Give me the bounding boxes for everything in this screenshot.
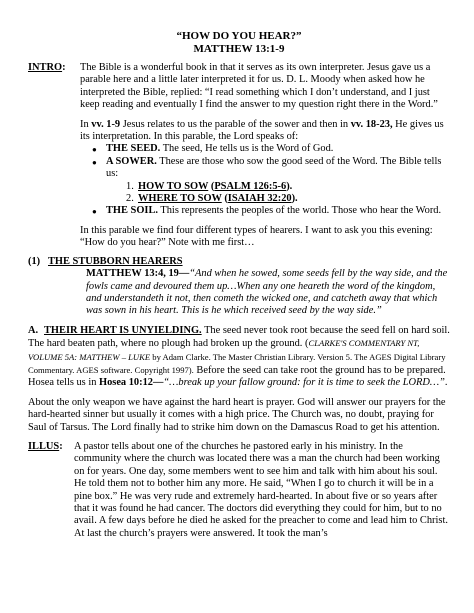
list-item-soil: ● THE SOIL. This represents the peoples of the world. Those who hear the Word. bbox=[106, 205, 450, 217]
point-a: A. THEIR HEART IS UNYIELDING. The seed never took root because the seed fell on hard soil. The hard beaten path, where no plough had broken up the ground. (CLARKE'S COMMENTARY NT, VOLUME 5A: MATTHEW – LUKE by Adam Clarke. The Master Christian Library. Version 5. The AGES Digital Library Commentary. AGES software. Copyright 1997). Before the seed can take root the ground has to be prepared. Hosea tells us in Hosea 10:12—“…break up your fallow ground: for it is time to seek the LORD…”. bbox=[28, 324, 450, 389]
illus-section bbox=[28, 441, 450, 540]
intro-section bbox=[28, 62, 450, 112]
list-item-seed: ● THE SEED. The seed, He tells us is the Word of God. bbox=[106, 143, 450, 155]
illus-label: ILLUS bbox=[28, 440, 60, 452]
citation: CLARKE'S COMMENTARY NT, VOLUME 5A: MATTHEW – LUKE bbox=[28, 338, 420, 362]
list-item-sower: ● A SOWER. These are those who sow the good seed of the Word. The Bible tells us: bbox=[106, 156, 450, 181]
verse-ref-2: vv. 18-23, bbox=[350, 118, 393, 130]
illus-text: A pastor tells about one of the churches he pastored early in his ministry. In the community where the church was located there was a man the church had been working on for years. One day, some members went to see him and talk with him about his soul. He told them not to bother him any more. He said, “When I go to church it will be in a pine box.” He was very rude and extremely hard-hearted. In about five or so years after that it was found he had cancer. The doctors did everything they could for him, but to no avail. A few days before he died he asked for the preacher to come and lead him to Christ. At last the church’s prayers were answered. It took the man’s bbox=[74, 440, 448, 539]
point-a-paragraph-2: About the only weapon we have against the hard heart is prayer. God will answer our prayers for the hard-hearted sinner but usually it comes with a high price. The Church was, no doubt, praying for Saul of Tarsus. The Lord finally had to strike him down on the Damascus Road to get his attention. bbox=[28, 396, 446, 433]
point-a-heading: THEIR HEART IS UNYIELDING. bbox=[44, 324, 202, 336]
sermon-scripture: MATTHEW 13:1-9 bbox=[193, 43, 285, 55]
intro-paragraph-3: In this parable we find four different types of hearers. I want to ask you this evening: “How do you hear?” Note with me first… bbox=[80, 224, 433, 249]
sermon-title: “HOW DO YOU HEAR?” bbox=[176, 30, 302, 42]
parable-elements-list-cont bbox=[28, 205, 450, 217]
parable-elements-list bbox=[28, 143, 450, 180]
verse-ref-1: vv. 1-9 bbox=[91, 118, 121, 130]
list-item-where-to-sow: 2. WHERE TO SOW (ISAIAH 32:20). bbox=[126, 193, 298, 205]
intro-text: The Bible is a wonderful book in that it serves as its own interpreter. Jesus gave us a parable here and a little later interpreted it for us. D. L. Moody when asked how he interpreted the Bible, replied: “I read something which I don’t understand, and I just keep reading and eventually I find the answer to my question right there in the Word.” bbox=[80, 62, 438, 111]
intro-label-wrap bbox=[28, 62, 80, 112]
intro-paragraph-2: In vv. 1-9 Jesus relates to us the parable of the sower and then in vv. 18-23, He gives us its interpretation. In this parable, the Lord speaks of: bbox=[80, 118, 444, 143]
intro-label: INTRO bbox=[28, 62, 63, 73]
section-1-heading: (1) THE STUBBORN HEARERS bbox=[28, 255, 183, 267]
illus-label-wrap: ILLUS: bbox=[28, 440, 63, 452]
section-1-quote: MATTHEW 13:4, 19—“And when he sowed, some seeds fell by the way side, and the fowls came and devoured them up…When any one heareth the word of the kingdom, and understandeth it not, then cometh the wicked one, and catcheth away that which was sown in his heart. This is he which received seed by the way side.” bbox=[86, 268, 448, 317]
list-item-how-to-sow: 1. HOW TO SOW (PSALM 126:5-6). bbox=[126, 180, 293, 192]
intro-colon: : bbox=[62, 62, 66, 73]
sowing-list bbox=[28, 181, 450, 206]
